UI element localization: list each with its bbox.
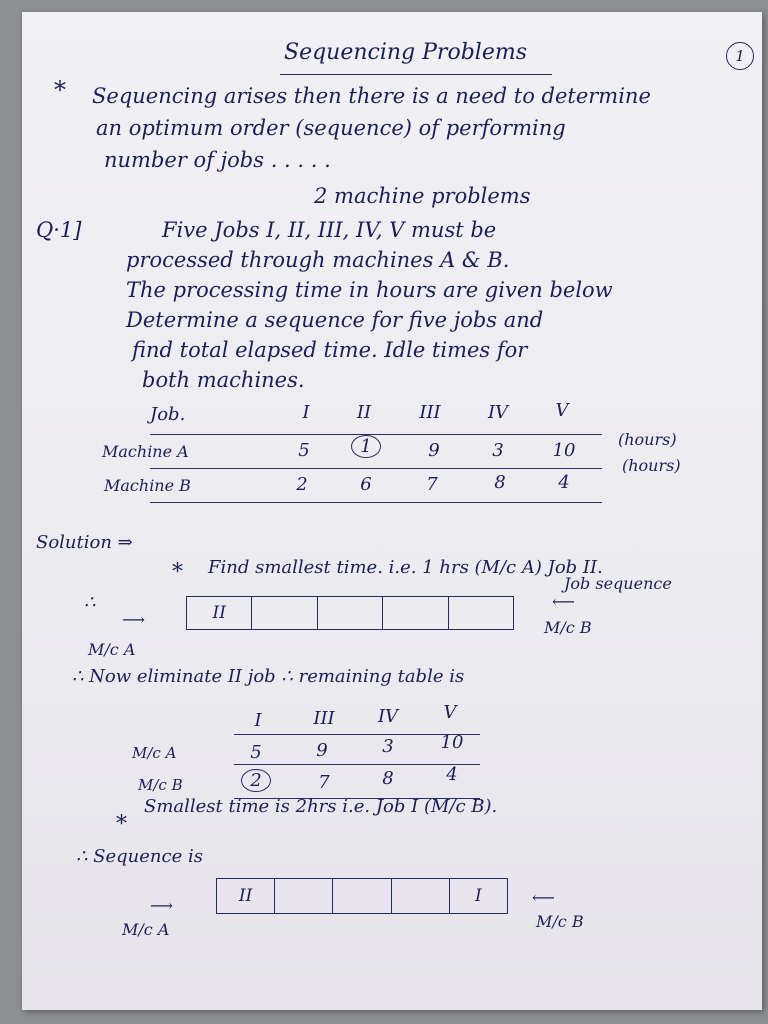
table2-cell: 10 — [440, 732, 464, 753]
table2-job-header: IV — [377, 706, 399, 727]
sequence-slot — [333, 879, 391, 913]
table1-cell: 2 — [296, 474, 308, 495]
table2-job-header: III — [313, 708, 335, 729]
table1-job-header: III — [419, 402, 441, 423]
table2-job-header: V — [443, 702, 457, 723]
sequence-slot: II — [187, 597, 252, 629]
sequence-slot — [449, 597, 513, 629]
table1-rule-top — [150, 434, 602, 435]
title-underline — [280, 74, 552, 75]
table1-cell: 4 — [558, 472, 570, 493]
question-line-2: processed through machines A & B. — [126, 248, 510, 272]
table1-unit: (hours) — [618, 430, 677, 449]
intro-line-2: an optimum order (sequence) of performing — [96, 116, 566, 140]
table1-rule-bottom — [150, 502, 602, 503]
table1-job-header: II — [356, 402, 372, 423]
sequence-slot — [383, 597, 448, 629]
arrow-left-icon: ⟵ — [532, 888, 555, 907]
table2-job-header: I — [254, 710, 262, 731]
arrow-right-icon: ⟶ — [122, 610, 145, 629]
intro-line-3: number of jobs . . . . . — [104, 148, 331, 172]
sequence-slot — [275, 879, 333, 913]
table1-cell: 5 — [298, 440, 310, 461]
eliminate-line: ∴ Now eliminate II job ∴ remaining table is — [72, 666, 465, 687]
table2-cell: 3 — [382, 736, 394, 757]
page-title: Sequencing Problems — [284, 40, 527, 65]
arrow-left-icon: ⟵ — [552, 592, 575, 611]
sequence-box-1 — [186, 596, 514, 630]
table1-job-header: V — [555, 400, 569, 421]
table2-cell: 9 — [316, 740, 328, 761]
mc-a-label: M/c A — [88, 640, 136, 659]
mc-a-label-2: M/c A — [122, 920, 170, 939]
sequence-slot: I — [475, 886, 482, 906]
table1-row-label: Machine A — [102, 442, 189, 461]
sequence-box-2 — [216, 878, 508, 914]
solution-label: Solution ⇒ — [36, 532, 133, 553]
sequence-slot — [318, 597, 383, 629]
table2-cell: 7 — [318, 772, 330, 793]
mc-b-label: M/c B — [544, 618, 592, 637]
table1-rule-middle — [150, 468, 602, 469]
table1-row-label: Machine B — [104, 476, 191, 495]
question-line-4: Determine a sequence for five jobs and — [126, 308, 544, 332]
page-number: 1 — [726, 42, 754, 70]
step2-text: Smallest time is 2hrs i.e. Job I (M/c B). — [144, 796, 498, 817]
question-line-5: find total elapsed time. Idle times for — [132, 338, 528, 362]
table1-cell-value: 1 — [351, 435, 380, 458]
intro-line-1: Sequencing arises then there is a need to determine — [92, 84, 651, 108]
sequence-slot — [392, 879, 450, 913]
step1-text: Find smallest time. i.e. 1 hrs (M/c A) Job II. — [208, 557, 603, 578]
table1-job-header: IV — [487, 402, 509, 423]
therefore-symbol: ∴ — [84, 592, 96, 613]
sequence-slot — [252, 597, 317, 629]
table1-cell: 10 — [552, 440, 576, 461]
table1-cell: 3 — [492, 440, 504, 461]
table1-cell-circled — [344, 436, 388, 457]
table2-row-label: M/c A — [132, 744, 177, 762]
table2-cell: 4 — [446, 764, 458, 785]
table1-cell: 8 — [494, 472, 506, 493]
step2-bullet: * — [116, 812, 127, 837]
table1-unit: (hours) — [622, 456, 681, 475]
question-label: Q·1] — [36, 218, 82, 242]
intro-bullet: * — [54, 76, 66, 104]
subheading: 2 machine problems — [314, 184, 531, 208]
table2-cell-value: 2 — [241, 769, 270, 792]
question-line-6: both machines. — [142, 368, 305, 392]
question-line-3: The processing time in hours are given below — [126, 278, 613, 302]
table1-job-header: I — [302, 402, 310, 423]
mc-b-label-2: M/c B — [536, 912, 584, 931]
table1-cell: 9 — [428, 440, 440, 461]
sequence-slot: II — [217, 879, 275, 913]
notebook-page — [22, 12, 762, 1010]
table2-cell: 8 — [382, 768, 394, 789]
table2-cell-circled — [234, 770, 278, 791]
table2-row-label: M/c B — [138, 776, 183, 794]
step1-bullet: * — [172, 560, 183, 585]
job-header-label: Job. — [150, 404, 186, 425]
question-line-1: Five Jobs I, II, III, IV, V must be — [162, 218, 497, 242]
table1-cell: 6 — [360, 474, 372, 495]
job-sequence-label: Job sequence — [564, 574, 672, 593]
sequence-is-label: ∴ Sequence is — [76, 846, 203, 867]
table1-cell: 7 — [426, 474, 438, 495]
table2-cell: 5 — [250, 742, 262, 763]
arrow-right-icon: ⟶ — [150, 896, 173, 915]
